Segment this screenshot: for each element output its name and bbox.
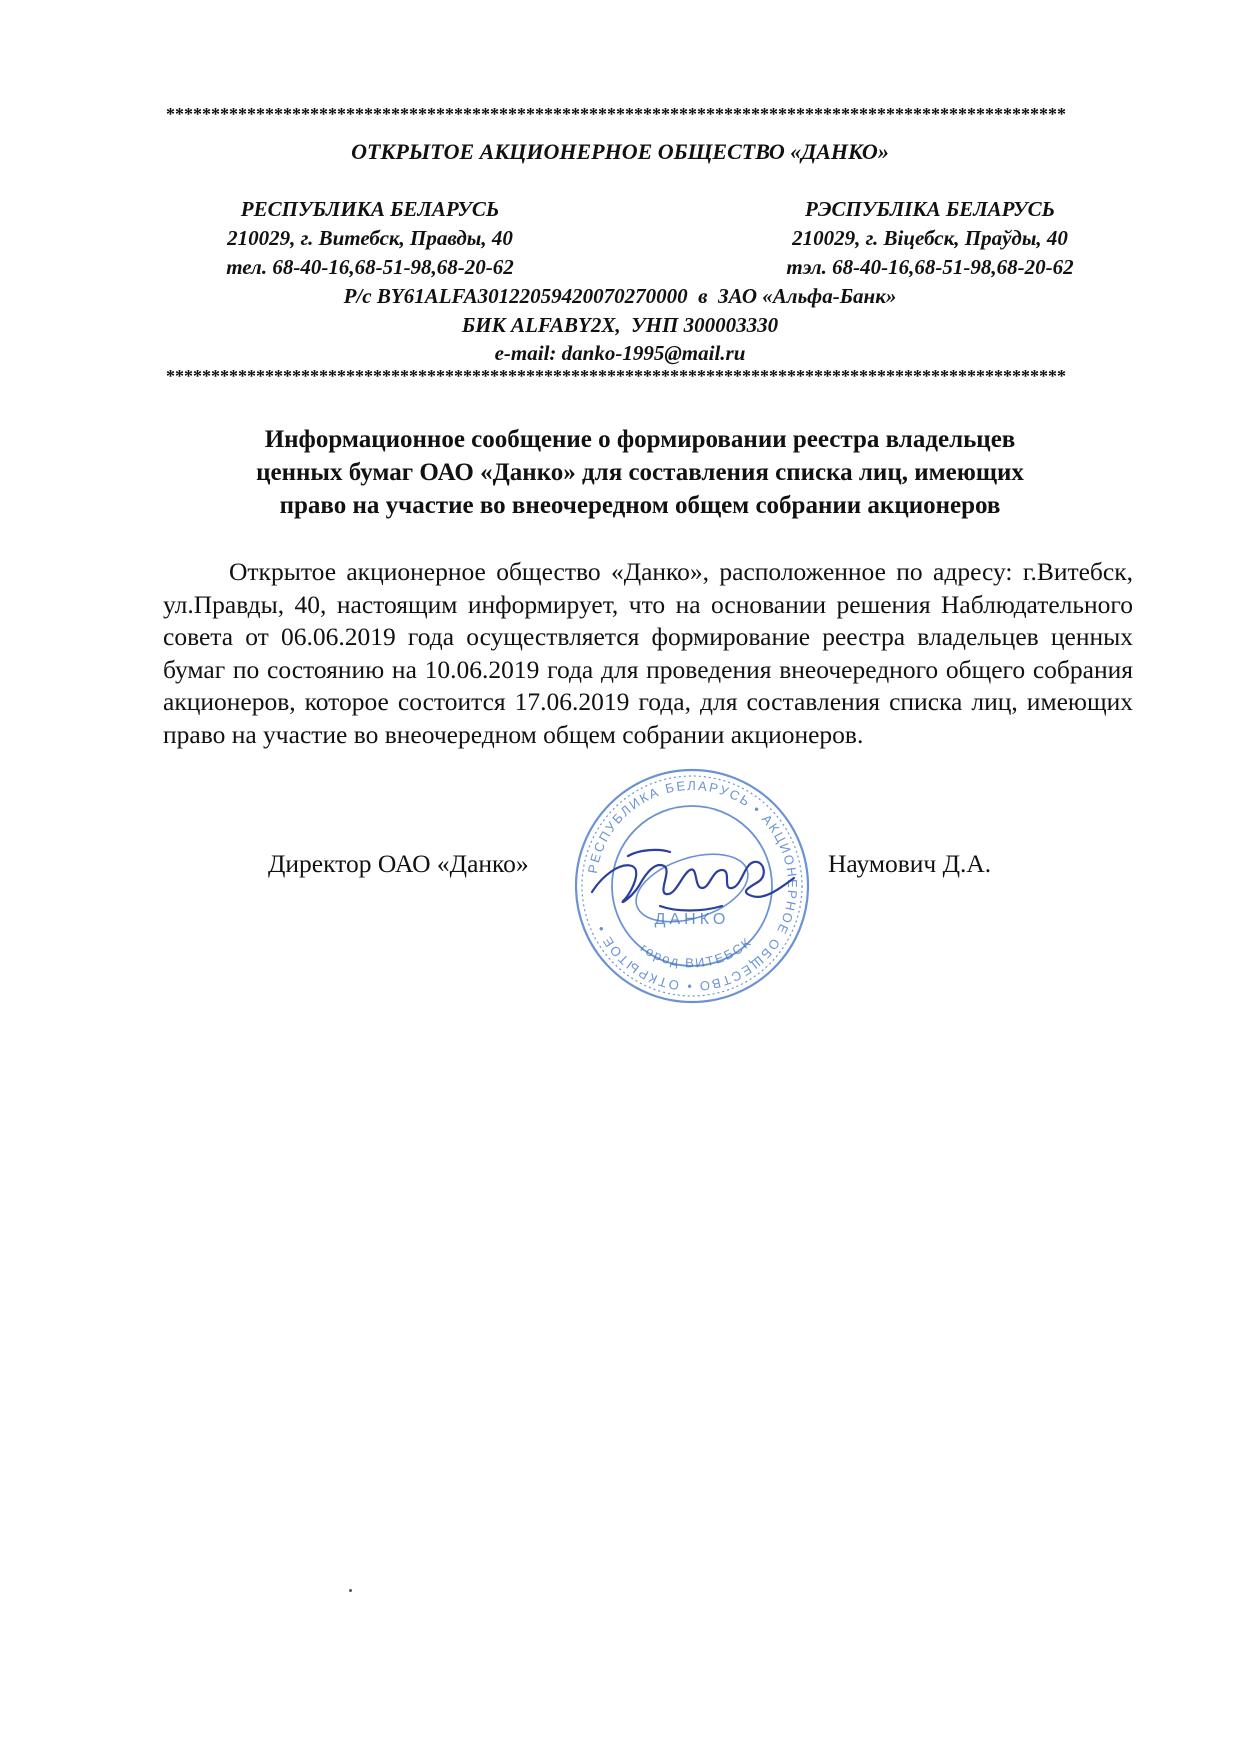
document-title-line: право на участие во внеочередном общем собрании акционеров [279, 492, 1001, 519]
seal-outer-text: РЕСПУБЛИКА БЕЛАРУСЬ • АКЦИОНЕРНОЕ ОБЩЕСТВО • ОТКРЫТОЕ • [584, 777, 801, 995]
header-left-country: РЕСПУБЛИКА БЕЛАРУСЬ [240, 197, 500, 221]
header-email: e-mail: danko-1995@mail.ru [494, 341, 746, 365]
signatory-position: Директор ОАО «Данко» [268, 849, 529, 878]
handwritten-signature [592, 850, 794, 911]
document-title-line: ценных бумаг ОАО «Данко» для составления списка лиц, имеющих [256, 459, 1024, 486]
header-right-address: 210029, г. Віцебск, Праўды, 40 [792, 226, 1068, 250]
header-right-phone: тэл. 68-40-16,68-51-98,68-20-62 [786, 255, 1074, 279]
header-bank-account: Р/с BY61ALFA30122059420070270000 в ЗАО «Альфа-Банк» [343, 284, 897, 308]
document-title [160, 423, 1120, 522]
header-star-divider-bottom: **************************************************************************************************** [166, 366, 1066, 386]
seal-inner-text: ДАНКО [654, 911, 730, 928]
seal-bottom-text: город ВИТЕБСК [637, 934, 755, 971]
document-title-line: Информационное сообщение о формировании реестра владельцев [264, 426, 1016, 453]
header-bik-unp: БИК ALFABY2X, УНП 300003330 [461, 313, 779, 337]
company-name: ОТКРЫТОЕ АКЦИОНЕРНОЕ ОБЩЕСТВО «ДАНКО» [351, 139, 889, 164]
header-star-divider-top: **************************************************************************************************** [166, 104, 1066, 124]
signatory-name: Наумович Д.А. [828, 849, 992, 878]
header-right-country: РЭСПУБЛІКА БЕЛАРУСЬ [805, 197, 1055, 221]
company-seal-stamp [572, 766, 812, 1006]
scan-speck [349, 1589, 352, 1592]
document-body: Открытое акционерное общество «Данко», расположенное по адресу: г.Витебск, ул.Правды, 40, настоящим информирует, что на основании решения Наблюдательного совета от 06.06.2019 года осуществляется формирование реестра владельцев ценных бумаг по состоянию на 10.06.2019 года для проведения внеочередного общего собрания акционеров, которое состоится 17.06.2019 года, для составления списка лиц, имеющих право на участие во внеочередном общем собрании акционеров. [163, 557, 1133, 749]
header-left-phone: тел. 68-40-16,68-51-98,68-20-62 [226, 255, 514, 279]
header-left-address: 210029, г. Витебск, Правды, 40 [227, 226, 513, 250]
